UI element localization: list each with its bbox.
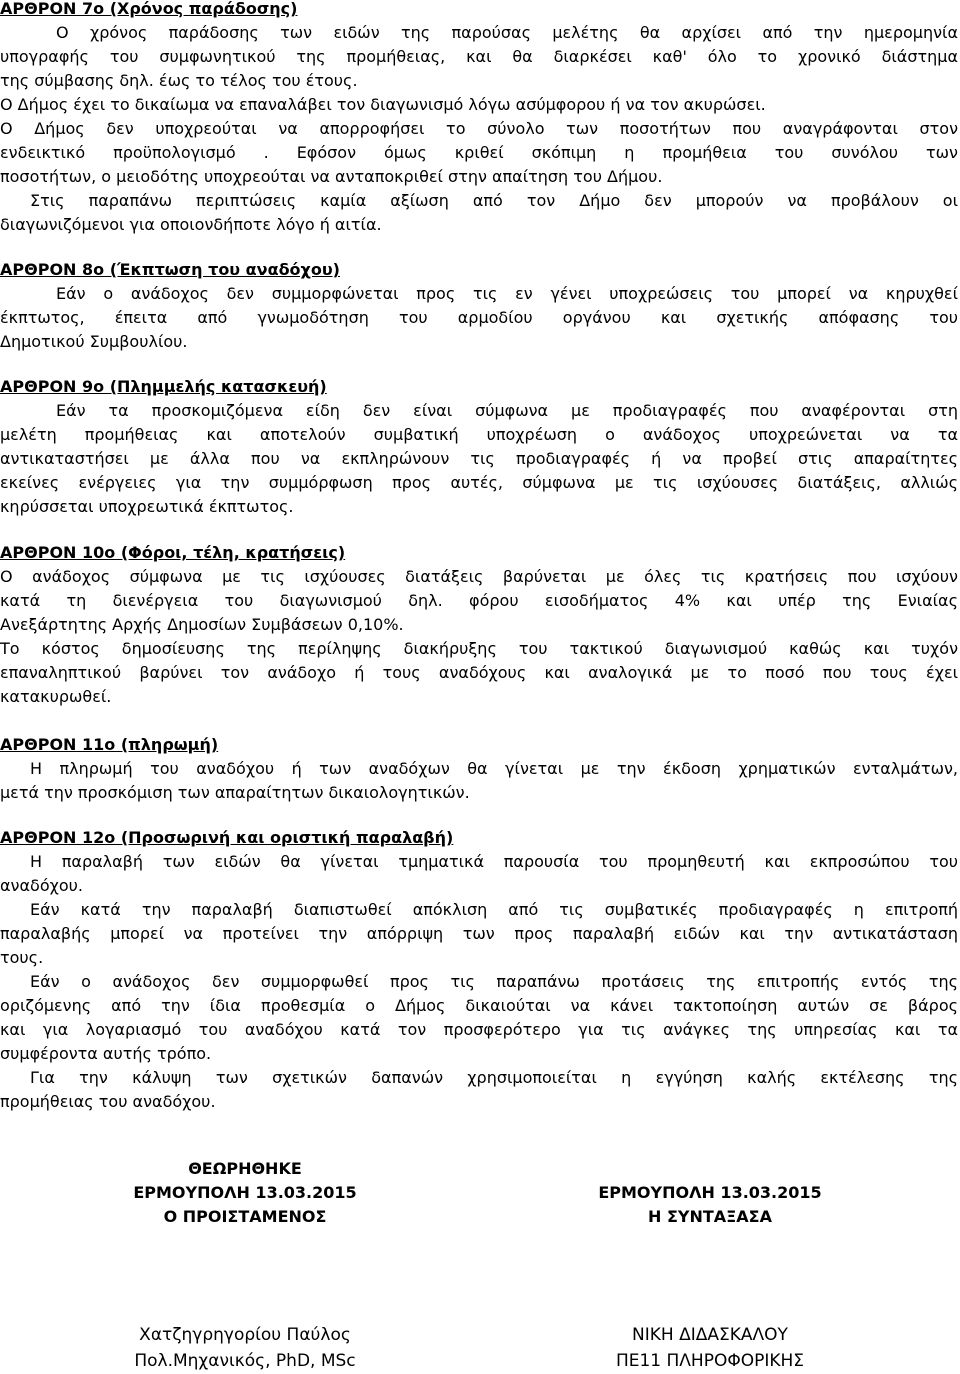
paragraph-line: Ανεξάρτητης Αρχής Δημοσίων Συμβάσεων 0,10%. (0, 615, 404, 634)
signature-block-right (545, 1181, 875, 1229)
paragraph-line: αναδόχου. (0, 876, 83, 895)
paragraph-line: Η πληρωμή του αναδόχου ή των αναδόχων θα γίνεται με την έκδοση χρηματικών ενταλμάτων, (30, 759, 958, 778)
paragraph-line: προμήθειας του αναδόχου. (0, 1092, 216, 1111)
article-11-heading: ΑΡΘΡΟΝ 11ο (πληρωμή) (0, 735, 219, 754)
signatory-name: Χατζηγρηγορίου Παύλος (139, 1325, 351, 1345)
paragraph-line: τους. (0, 948, 44, 967)
paragraph-line: εκείνες ενέργειες για την συμμόρφωση προς αυτές, σύμφωνα με τις ισχύουσες διατάξεις, αλλιώς (0, 473, 958, 492)
paragraph-line: Ο ανάδοχος σύμφωνα με τις ισχύουσες διατάξεις βαρύνεται με όλες τις κρατήσεις που ισχύουν (0, 567, 958, 586)
paragraph-line: ενδεικτικό προϋπολογισμό . Εφόσον όμως κριθεί σκόπιμη η προμήθεια του συνόλου των (0, 143, 958, 162)
paragraph-line: και για λογαριασμό του αναδόχου κατά τον προσφερότερο για τις ανάγκες της υπηρεσίας και τα (0, 1020, 958, 1039)
paragraph-line: κατά τη διενέργεια του διαγωνισμού δηλ. φόρου εισοδήματος 4% και υπέρ της Ενιαίας (0, 591, 958, 610)
signatory-role: Ο ΠΡΟΙΣΤΑΜΕΝΟΣ (163, 1207, 327, 1226)
signatory-left (85, 1322, 405, 1374)
paragraph-line: κηρύσσεται υποχρεωτικά έκπτωτος. (0, 497, 294, 516)
paragraph-line: Η παραλαβή των ειδών θα γίνεται τμηματικά παρουσία του προμηθευτή και εκπροσώπου του (30, 852, 958, 871)
paragraph-line: παραλαβής μπορεί να προτείνει την απόρριψη των προς παραλαβή ειδών και την αντικατάσταση (0, 924, 958, 943)
signature-block-left (95, 1157, 395, 1229)
article-9-heading: ΑΡΘΡΟΝ 9ο (Πλημμελής κατασκευή) (0, 377, 327, 396)
paragraph-line: ποσοτήτων, ο μειοδότης υποχρεούται να ανταποκριθεί στην απαίτηση του Δήμου. (0, 167, 663, 186)
paragraph-line: της σύμβασης δηλ. έως το τέλος του έτους. (0, 71, 358, 90)
signatory-title: ΠΕ11 ΠΛΗΡΟΦΟΡΙΚΗΣ (615, 1351, 805, 1371)
paragraph-line: διαγωνιζόμενοι για οποιονδήποτε λόγο ή αιτία. (0, 215, 382, 234)
paragraph-line: μετά την προσκόμιση των απαραίτητων δικαιολογητικών. (0, 783, 470, 802)
article-11 (0, 733, 958, 805)
paragraph-line: Το κόστος δημοσίευσης της περίληψης διακήρυξης του τακτικού διαγωνισμού καθώς και τυχόν (0, 639, 958, 658)
paragraph-line: οριζόμενης από την ίδια προθεσμία ο Δήμος δικαιούται να κάνει τακτοποίηση αυτών σε βάρος (0, 996, 958, 1015)
paragraph-line: Ο Δήμος δεν υποχρεούται να απορροφήσει το σύνολο των ποσοτήτων που αναγράφονται στον (0, 119, 958, 138)
article-10-heading: ΑΡΘΡΟΝ 10ο (Φόροι, τέλη, κρατήσεις) (0, 543, 346, 562)
article-8-heading: ΑΡΘΡΟΝ 8ο (Έκπτωση του αναδόχου) (0, 260, 340, 279)
signatory-name: ΝΙΚΗ ΔΙΔΑΣΚΑΛΟΥ (632, 1325, 788, 1345)
paragraph-line: Εάν ο ανάδοχος δεν συμμορφωθεί προς τις παραπάνω προτάσεις της επιτροπής εντός της (30, 972, 958, 991)
article-12 (0, 826, 958, 1114)
paragraph-line: Εάν ο ανάδοχος δεν συμμορφώνεται προς τις εν γένει υποχρεώσεις του μπορεί να κηρυχθεί (56, 284, 958, 303)
paragraph-line: Για την κάλυψη των σχετικών δαπανών χρησιμοποιείται η εγγύηση καλής εκτέλεσης της (30, 1068, 958, 1087)
paragraph-line: αντικαταστήσει με άλλα που να εκπληρώνουν τις προδιαγραφές ή να προβεί στις απαραίτητες (0, 449, 958, 468)
article-10 (0, 541, 958, 709)
article-7 (0, 0, 958, 237)
signatory-title: Πολ.Μηχανικός, PhD, MSc (134, 1351, 356, 1371)
paragraph-line: Ο χρόνος παράδοσης των ειδών της παρούσας μελέτης θα αρχίσει από την ημερομηνία (56, 23, 958, 42)
article-9 (0, 375, 958, 519)
paragraph-line: επαναληπτικού βαρύνει τον ανάδοχο ή τους αναδόχους και αναλογικά με το ποσό που τους έχει (0, 663, 958, 682)
paragraph-line: κατακυρωθεί. (0, 687, 112, 706)
paragraph-line: Εάν τα προσκομιζόμενα είδη δεν είναι σύμφωνα με προδιαγραφές που αναφέρονται στη (56, 401, 958, 420)
paragraph-line: υπογραφής του συμφωνητικού της προμήθειας, και θα διαρκέσει καθ' όλο το χρονικό διάστημα (0, 47, 958, 66)
paragraph-line: Εάν κατά την παραλαβή διαπιστωθεί απόκλιση από τις συμβατικές προδιαγραφές η επιτροπή (30, 900, 958, 919)
paragraph-line: έκπτωτος, έπειτα από γνωμοδότηση του αρμοδίου οργάνου και σχετικής απόφασης του (0, 308, 958, 327)
signatory-right (560, 1322, 860, 1374)
paragraph-line: Ο Δήμος έχει το δικαίωμα να επαναλάβει τον διαγωνισμό λόγω ασύμφορου ή να τον ακυρώσει. (0, 95, 766, 114)
article-8 (0, 258, 958, 354)
signatory-role: Η ΣΥΝΤΑΞΑΣΑ (648, 1207, 772, 1226)
paragraph-line: μελέτη προμήθειας και αποτελούν συμβατική υποχρέωση ο ανάδοχος υποχρεώνεται να τα (0, 425, 958, 444)
place-date: ΕΡΜΟΥΠΟΛΗ 13.03.2015 (133, 1183, 357, 1202)
article-12-heading: ΑΡΘΡΟΝ 12ο (Προσωρινή και οριστική παραλαβή) (0, 828, 454, 847)
paragraph-line: Στις παραπάνω περιπτώσεις καμία αξίωση από τον Δήμο δεν μπορούν να προβάλουν οι (30, 191, 958, 210)
paragraph-line: συμφέροντα αυτής τρόπο. (0, 1044, 212, 1063)
article-7-heading: ΑΡΘΡΟΝ 7ο (Χρόνος παράδοσης) (0, 0, 298, 18)
place-date: ΕΡΜΟΥΠΟΛΗ 13.03.2015 (598, 1183, 822, 1202)
seen-label: ΘΕΩΡΗΘΗΚΕ (188, 1159, 302, 1178)
paragraph-line: Δημοτικού Συμβουλίου. (0, 332, 188, 351)
